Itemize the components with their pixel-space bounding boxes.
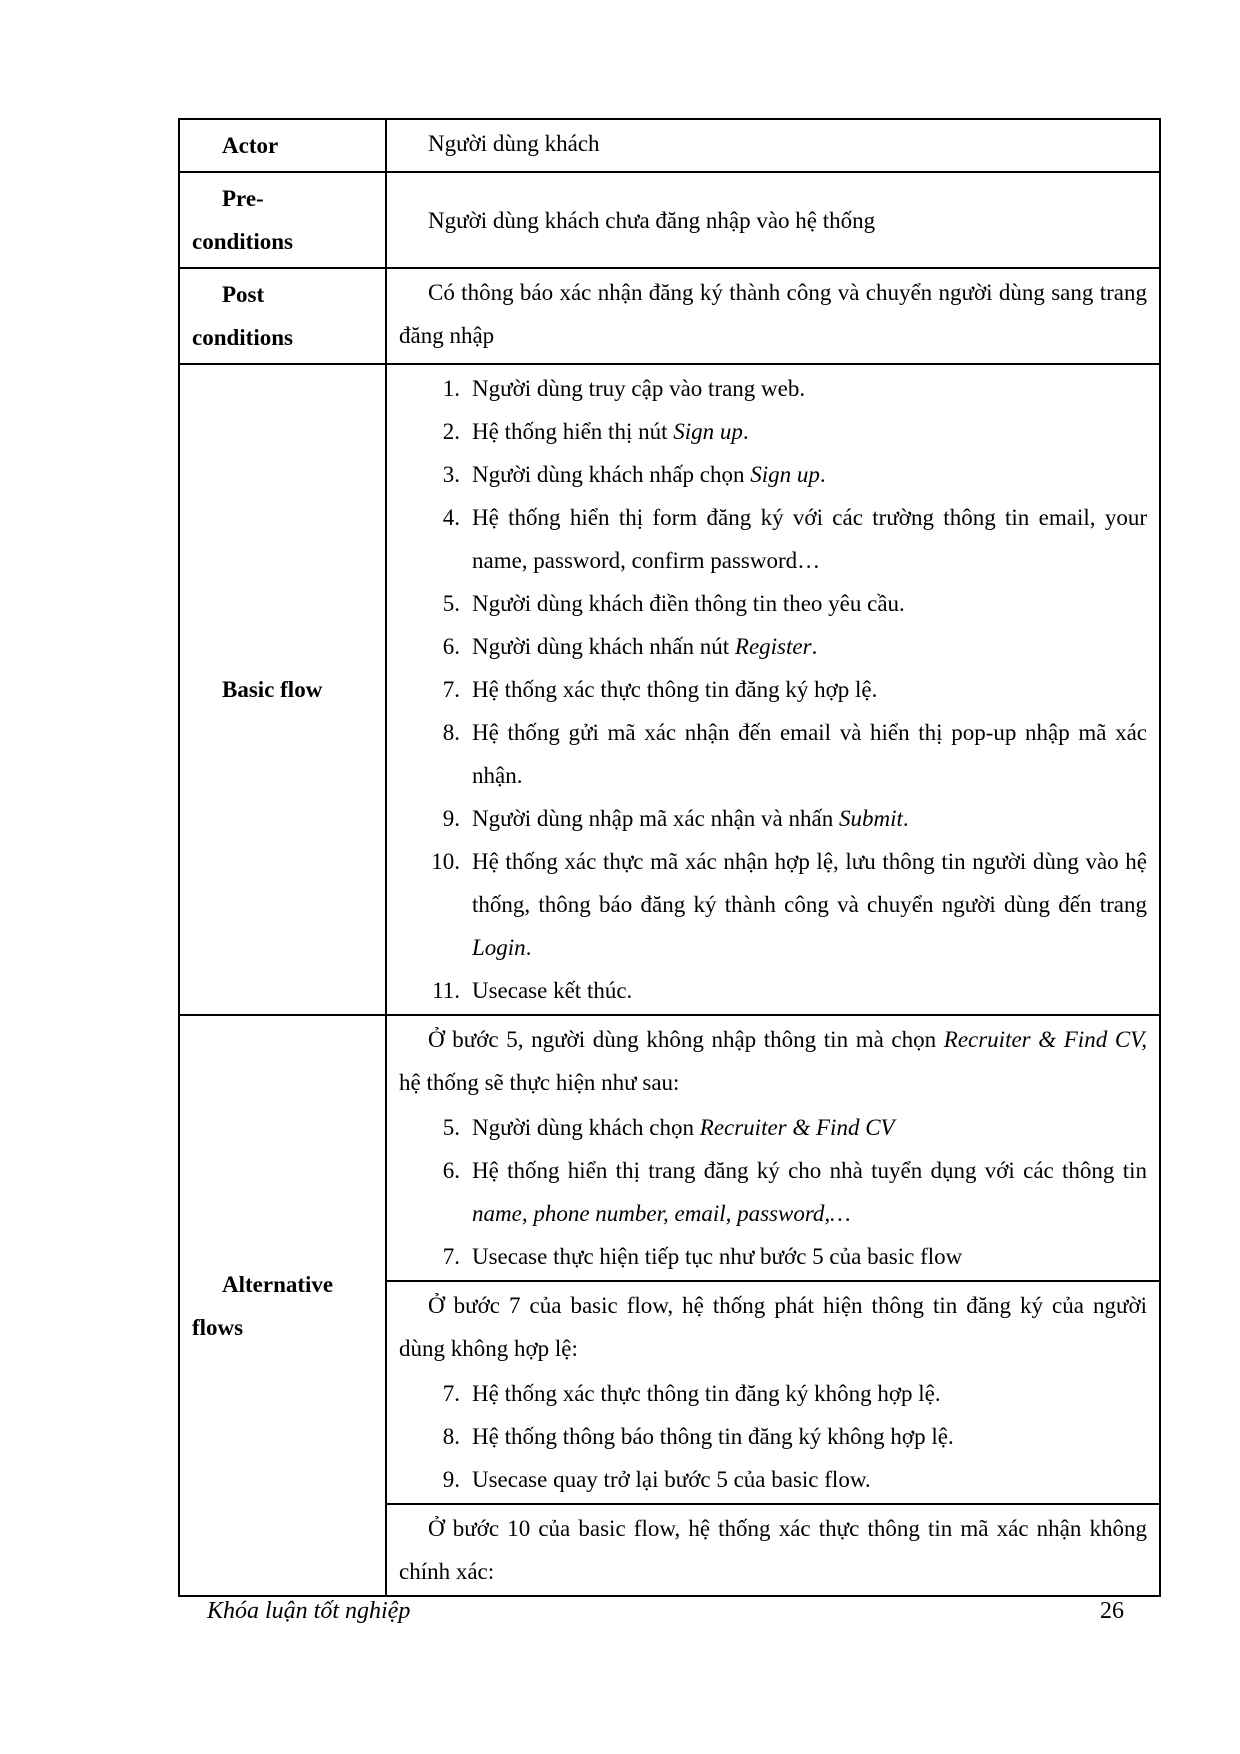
alt-label-line1: Alternative [222,1271,334,1297]
post-value-cell [386,268,1160,364]
alt-block-2 [387,1282,1159,1505]
step-text [472,969,1147,1012]
step-number: 8. [442,720,460,745]
pre-value: Người dùng khách chưa đăng nhập vào hệ thống [428,207,876,233]
step-text-part: . [902,806,909,831]
step-number: 7. [442,1244,460,1269]
step-text [472,668,1147,711]
step-text-part: Người dùng khách nhấn nút [472,634,735,659]
alt-label-cell [179,1015,386,1596]
step-text [472,496,1147,582]
step-number: 5. [442,591,460,616]
pre-label-line1: Pre- [222,186,264,211]
alt-block-2-steps [387,1372,1159,1503]
step-number: 9. [442,806,460,831]
step-text-italic: name, phone number, email, password,… [472,1201,851,1226]
step-text [472,453,1147,496]
step-item [387,1235,1147,1278]
step-text-part: Usecase thực hiện tiếp tục như bước 5 của basic flow [472,1244,963,1269]
step-item [387,625,1147,668]
pre-value-cell [386,172,1160,268]
step-text [472,1235,1147,1278]
step-text-part: Usecase quay trở lại bước 5 của basic flow. [472,1467,871,1492]
usecase-table [178,118,1161,1597]
step-text-part: Người dùng khách điền thông tin theo yêu cầu. [472,591,905,616]
step-text [472,1149,1147,1235]
step-number: 2. [442,419,460,444]
step-number: 7. [442,1381,460,1406]
alt-block-1-steps [387,1106,1159,1280]
alt-block-3 [387,1505,1159,1595]
step-number: 1. [442,376,460,401]
alt-label-line2: flows [192,1314,244,1340]
step-text [472,1372,1147,1415]
row-alternative-flows [179,1015,1160,1596]
row-actor [179,119,1160,172]
step-text [472,367,1147,410]
alt-value-cell [386,1015,1160,1596]
step-text [472,582,1147,625]
step-item [387,1458,1147,1501]
alt1-intro-a: Ở bước 5, người dùng không nhập thông tin mà chọn [428,1027,944,1052]
pre-label-cell [179,172,386,268]
alt-block-3-intro: Ở bước 10 của basic flow, hệ thống xác thực thông tin mã xác nhận không chính xác: [399,1516,1147,1584]
step-text [472,711,1147,797]
alt1-intro-c: hệ thống sẽ thực hiện như sau: [399,1070,680,1095]
step-text-italic: Submit [838,806,903,831]
step-number: 10. [431,849,460,874]
step-item [387,496,1147,582]
step-text-part: Hệ thống xác thực thông tin đăng ký không hợp lệ. [472,1381,941,1406]
post-label-cell [179,268,386,364]
step-number: 6. [442,1158,460,1183]
actor-label-cell [179,119,386,172]
step-text-part: Hệ thống hiển thị form đăng ký với các trường thông tin email, your name, password, confirm password… [472,505,1147,573]
step-number: 5. [442,1115,460,1140]
alt-block-1 [387,1016,1159,1282]
step-item [387,969,1147,1012]
step-text [472,1458,1147,1501]
step-number: 4. [442,505,460,530]
post-value: Có thông báo xác nhận đăng ký thành công và chuyển người dùng sang trang đăng nhập [399,280,1147,348]
alt-block-2-intro: Ở bước 7 của basic flow, hệ thống phát hiện thông tin đăng ký của người dùng không hợp lệ: [399,1293,1147,1361]
basic-value-cell [386,364,1160,1015]
footer-title: Khóa luận tốt nghiệp [207,1598,411,1624]
basic-label-cell [179,364,386,1015]
step-text-part: Hệ thống thông báo thông tin đăng ký không hợp lệ. [472,1424,954,1449]
step-text [472,410,1147,453]
row-preconditions [179,172,1160,268]
pre-label-line2: conditions [192,229,293,254]
step-text-part: Hệ thống gửi mã xác nhận đến email và hiển thị pop-up nhập mã xác nhận. [472,720,1147,788]
step-item [387,367,1147,410]
step-text-part: Người dùng khách nhấp chọn [472,462,751,487]
step-text [472,840,1147,969]
step-text-italic: Register [734,634,812,659]
step-item [387,1415,1147,1458]
basic-steps-list [387,365,1159,1014]
step-text-italic: Recruiter & Find CV [699,1115,895,1140]
step-item [387,1106,1147,1149]
post-label-line2: conditions [192,325,293,350]
basic-label: Basic flow [222,677,323,702]
step-text-italic: Sign up [673,419,743,444]
step-number: 9. [442,1467,460,1492]
step-item [387,668,1147,711]
step-text-part: . [819,462,826,487]
step-item [387,410,1147,453]
step-number: 8. [442,1424,460,1449]
step-text-italic: Sign up [750,462,820,487]
actor-label: Actor [222,133,279,158]
step-item [387,711,1147,797]
step-text [472,797,1147,840]
step-text-part: Hệ thống hiển thị nút [472,419,674,444]
post-label-line1: Post [222,282,265,307]
alt1-intro-b: Recruiter & Find CV, [943,1027,1147,1052]
step-text-part: Hệ thống xác thực mã xác nhận hợp lệ, lưu thông tin người dùng vào hệ thống, thông báo đăng ký thành công và chuyển người dùng đến trang [472,849,1147,917]
row-basic-flow [179,364,1160,1015]
step-number: 3. [442,462,460,487]
page-number: 26 [1100,1598,1124,1624]
step-text-part: Hệ thống xác thực thông tin đăng ký hợp lệ. [472,677,878,702]
actor-value: Người dùng khách [428,131,600,156]
step-text [472,1106,1147,1149]
step-text-part: . [742,419,749,444]
step-item [387,1149,1147,1235]
step-item [387,453,1147,496]
step-number: 6. [442,634,460,659]
step-text-italic: Login [472,935,526,960]
step-text [472,1415,1147,1458]
step-item [387,840,1147,969]
step-number: 11. [432,978,460,1003]
step-text-part: Người dùng nhập mã xác nhận và nhấn [472,806,839,831]
actor-value-cell [386,119,1160,172]
step-text-part: Hệ thống hiển thị trang đăng ký cho nhà tuyển dụng với các thông tin [472,1158,1147,1183]
step-text-part: . [811,634,818,659]
step-text [472,625,1147,668]
step-text-part: Usecase kết thúc. [472,978,633,1003]
step-text-part: Người dùng khách chọn [472,1115,700,1140]
row-postconditions [179,268,1160,364]
step-text-part: . [525,935,532,960]
step-item [387,582,1147,625]
step-item [387,797,1147,840]
alt-block-1-intro [387,1016,1159,1106]
step-item [387,1372,1147,1415]
step-text-part: Người dùng truy cập vào trang web. [472,376,806,401]
step-number: 7. [442,677,460,702]
